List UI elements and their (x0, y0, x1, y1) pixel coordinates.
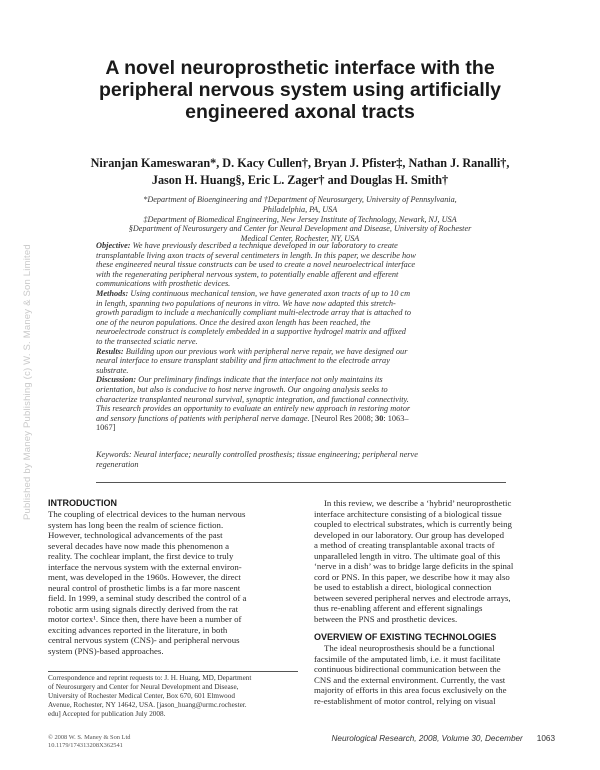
copyright-line: © 2008 W. S. Maney & Son Ltd (48, 734, 131, 741)
introduction-body (48, 509, 300, 656)
abstract-text: Using continuous mechanical tension, we have generated axon tracts of up to 10 cm (128, 288, 411, 298)
body-line: field. In 1999, a seminal study described the control of a (48, 593, 247, 603)
section-divider (96, 482, 506, 483)
abstract-line: with the regenerating peripheral nervous system, to potentially enable afferent and efferent (96, 269, 399, 279)
abstract-line: to the transected sciatic nerve. (96, 336, 198, 346)
running-footer (315, 734, 555, 743)
keywords-line: regeneration (96, 460, 139, 469)
abstract-line: orientation, but also is conducive to host nerve ingrowth. Our ongoing analysis seeks to (96, 384, 388, 394)
review-paragraph (314, 498, 554, 624)
abstract-line: neuroelectrode construct is completely embedded in a supportive hydrogel matrix and affixed (96, 327, 406, 337)
right-column (314, 498, 554, 706)
author-line: Niranjan Kameswaran*, D. Kacy Cullen†, Bryan J. Pfister‡, Nathan J. Ranalli†, (90, 156, 510, 170)
body-line: system (PNS)-based approaches. (48, 645, 164, 656)
abstract-line: transplantable living axon tracts of several centimeters in length. In this paper, we describe how (96, 250, 416, 260)
correspondence-note (48, 671, 298, 719)
correspondence-line: Avenue, Rochester, NY 14642, USA. [jason_huang@urmc.rochester. (48, 701, 247, 709)
article-title (60, 57, 540, 123)
body-line: However, technological advancements of the past (48, 530, 223, 540)
correspondence-line: Correspondence and reprint requests to: J. H. Huang, MD, Department (48, 674, 252, 682)
body-line: cord or PNS. In this paper, we describe how it may also (314, 571, 510, 582)
overview-heading: OVERVIEW OF EXISTING TECHNOLOGIES (314, 632, 497, 642)
methods-label: Methods: (96, 288, 129, 298)
discussion-label: Discussion: (96, 375, 137, 385)
body-line: unparalleled length in vitro. The ultimate goal of this (314, 550, 501, 561)
body-line: interface architecture consisting of a biological tissue (314, 508, 502, 519)
objective-label: Objective: (96, 241, 131, 250)
abstract-line: neural interface to ensure transplant stability and firm attachment to the electrode array (96, 356, 390, 366)
affiliation-line: *Department of Bioengineering and †Department of Neurosurgery, University of Pennsylvania, (143, 195, 457, 204)
left-column (48, 498, 300, 656)
body-line: thus re-enabling afferent and efferent signalings (314, 603, 483, 613)
journal-citation: Neurological Research, 2008, Volume 30, December (331, 734, 523, 743)
affiliation-line: Medical Center, Rochester, NY, USA (240, 234, 360, 244)
abstract-line (96, 347, 506, 357)
abstract-line (96, 375, 506, 385)
author-list (70, 155, 530, 189)
body-line: exciting advances reported in the literature, in both (48, 624, 228, 635)
abstract-line: characterize transplanted neuronal survival, synaptic integration, and functional connectivity. (96, 394, 409, 404)
title-line: peripheral nervous system using artificially (98, 79, 502, 101)
body-line: motor cortex¹. Since then, there have been a number of (48, 614, 242, 624)
abstract-text: Our preliminary findings indicate that the interface not only maintains its (136, 375, 383, 385)
body-line: central nervous system (CNS)- and peripheral nervous (48, 635, 240, 645)
abstract-line (96, 414, 506, 424)
body-line: a method of creating transplantable axonal tracts of (314, 540, 495, 550)
abstract-line: growth paradigm to include a mechanically compliant multi-electrode array that is attached to (96, 308, 412, 318)
body-line: developed in our laboratory. Our group has developed (314, 529, 504, 540)
results-label: Results: (96, 346, 124, 356)
paragraph-gap (314, 624, 554, 632)
abstract-line: in length, spanning two populations of neurons in vitro. We have now adapted this stretch- (96, 298, 396, 308)
body-line: majority of efforts in this area focus exclusively on the (314, 685, 507, 695)
body-line: several decades have now made this phenomenon a (48, 540, 230, 551)
abstract-line (96, 241, 506, 251)
correspondence-line: edu] Accepted for publication July 2008. (48, 710, 166, 718)
body-line: system has long been the realm of science fiction. (48, 519, 224, 530)
keywords (96, 450, 506, 470)
body-line: The ideal neuroprosthesis should be a functional (324, 643, 495, 653)
body-line: between severed peripheral nerves and electrode arrays, (314, 592, 511, 603)
doi-line: 10.1179/174313208X362541 (48, 742, 123, 749)
body-line: robotic arm using signals directly derived from the rat (48, 603, 239, 614)
abstract-text: We have previously described a technique developed in our laboratory to create (130, 241, 398, 250)
abstract-text: and sensory functions of patients with peripheral nerve damage. (96, 413, 310, 423)
abstract-line: This research provides an opportunity to evaluate an entirely new approach in restoring motor (96, 404, 411, 414)
citation-prefix: [Neurol Res 2008; (309, 413, 376, 423)
body-line: ‘nerve in a dish’ was to bridge large deficits in the spinal (314, 561, 514, 571)
body-line: reality. The cochlear implant, the first device to truly (48, 551, 234, 561)
abstract-line: one of the neuron populations. Once the desired axon length has been reached, the (96, 317, 371, 327)
correspondence-line: University of Rochester Medical Center, Box 670, 601 Elmwood (48, 692, 235, 700)
abstract-line: communications with prosthetic devices. (96, 279, 231, 289)
title-line: engineered axonal tracts (185, 101, 415, 123)
body-line: neural control of prosthetic limbs is a far more nascent (48, 582, 241, 593)
body-line: CNS and the external environment. Currently, the vast (314, 674, 506, 685)
abstract-text: Building upon our previous work with peripheral nerve repair, we have designed our (123, 346, 408, 356)
body-line: facsimile of the amputated limb, i.e. it must facilitate (314, 653, 501, 664)
affiliation-line: ‡Department of Biomedical Engineering, New Jersey Institute of Technology, Newark, NJ, USA (143, 214, 457, 224)
body-line: In this review, we describe a ‘hybrid’ neuroprosthetic (324, 498, 512, 508)
affiliation-line: Philadelphia, PA, USA (262, 204, 338, 214)
body-line: continuous bidirectional communication between the (314, 664, 501, 674)
abstract-line: these engineered neural tissue constructs can be used to create a novel neuroelectrical interface (96, 260, 416, 270)
body-line: coupled to electrical substrates, which is currently being (314, 519, 512, 529)
citation-volume: 30 (375, 413, 384, 423)
body-line: between the PNS and prosthetic devices. (314, 613, 458, 624)
body-line: ment, was developed in the 1960s. However, the direct (48, 572, 241, 582)
body-line: re-establishment of motor control, relying on visual (314, 695, 496, 706)
body-line: The coupling of electrical devices to the human nervous (48, 509, 246, 519)
footer-copyright-block (48, 734, 130, 750)
affiliation-line: §Department of Neurosurgery and Center for Neural Development and Disease, University of Rochester (128, 224, 472, 234)
abstract (96, 241, 506, 433)
affiliations (90, 195, 510, 244)
correspondence-line: of Neurosurgery and Center for Neural Development and Disease, (48, 683, 239, 691)
author-line: Jason H. Huang§, Eric L. Zager† and Douglas H. Smith† (151, 173, 449, 187)
abstract-line: substrate. (96, 365, 129, 375)
citation-suffix: : 1063– (383, 413, 409, 423)
introduction-heading: INTRODUCTION (48, 498, 117, 508)
title-line: A novel neuroprosthetic interface with the (105, 57, 495, 79)
overview-body (314, 643, 554, 706)
body-line: interface the nervous system with the external environ- (48, 561, 242, 572)
citation-end: 1067] (96, 423, 116, 433)
page-number: 1063 (536, 734, 555, 743)
abstract-line (96, 289, 506, 299)
keywords-line: Keywords: Neural interface; neurally controlled prosthesis; tissue engineering; peripheral nerve (96, 450, 418, 459)
publisher-watermark: Published by Maney Publishing (c) W. S. Maney & Son Limited (22, 244, 33, 520)
body-line: be used to establish a direct, biological connection (314, 582, 492, 592)
